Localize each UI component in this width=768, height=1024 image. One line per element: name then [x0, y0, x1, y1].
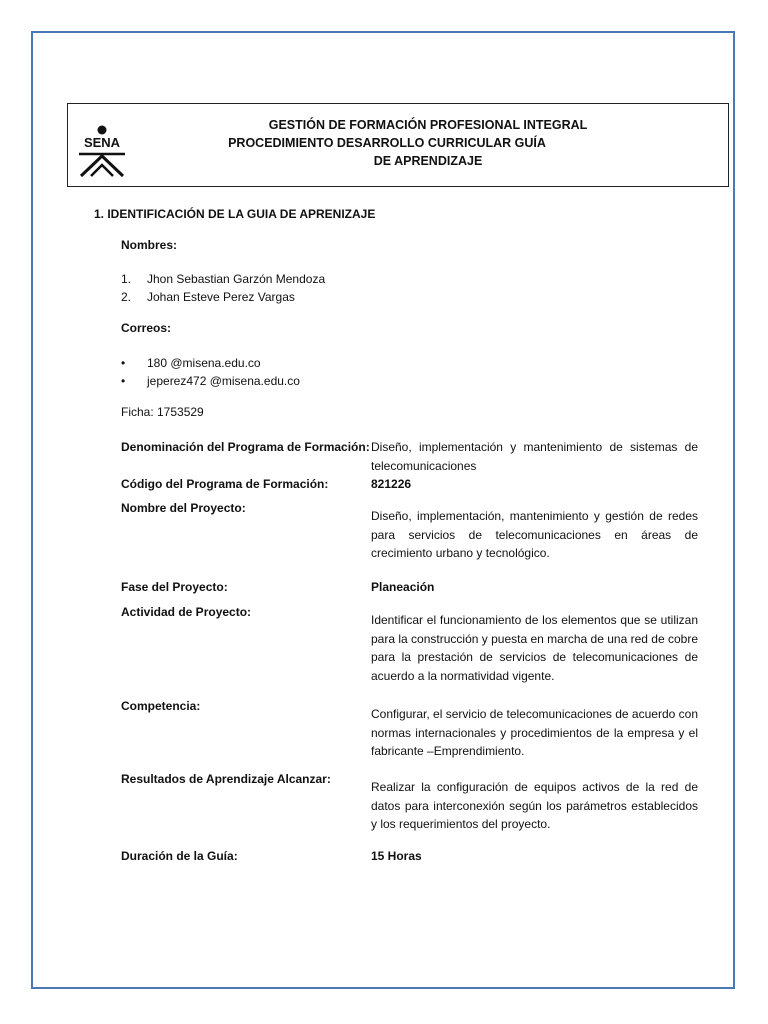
correos-label: Correos:	[121, 321, 172, 335]
list-item	[121, 288, 325, 306]
field-label: Nombre del Proyecto:	[121, 501, 246, 515]
nombres-label: Nombres:	[121, 238, 178, 252]
correos-list	[121, 354, 300, 390]
header-line-2: PROCEDIMIENTO DESARROLLO CURRICULAR GUÍA	[228, 136, 546, 150]
list-item	[121, 270, 325, 288]
header-line-1: GESTIÓN DE FORMACIÓN PROFESIONAL INTEGRAL	[268, 118, 588, 132]
field-label: Resultados de Aprendizaje Alcanzar:	[121, 772, 331, 786]
ficha: Ficha: 1753529	[121, 405, 204, 419]
field-value: Diseño, implementación y mantenimiento de sistemas de telecomunicaciones	[371, 440, 698, 473]
nombres-list	[121, 270, 325, 306]
student-name: Jhon Sebastian Garzón Mendoza	[147, 272, 326, 286]
bullet-icon: •	[121, 356, 126, 370]
section-title: 1. IDENTIFICACIÓN DE LA GUIA DE APRENIZAJE	[94, 207, 376, 221]
field-value: Identificar el funcionamiento de los elementos que se utilizan para la construcción y puesta en marcha de una red de cobre para la prestación de servicios de telecomunicaciones de acuerdo a la normatividad vigente.	[371, 613, 698, 683]
field-value: Planeación	[371, 580, 435, 594]
email: jeperez472 @misena.edu.co	[147, 374, 300, 388]
field-label: Código del Programa de Formación:	[121, 477, 329, 491]
field-value: 821226	[371, 477, 412, 491]
document-header	[67, 103, 729, 187]
field-value: 15 Horas	[371, 849, 422, 863]
field-value: Diseño, implementación, mantenimiento y gestión de redes para servicios de telecomunicaciones en áreas de crecimiento urbano y tecnológico.	[371, 509, 698, 560]
header-title	[68, 116, 728, 170]
list-item	[121, 354, 300, 372]
field-label: Competencia:	[121, 699, 201, 713]
student-name: Johan Esteve Perez Vargas	[147, 290, 295, 304]
field-label: Fase del Proyecto:	[121, 580, 228, 594]
field-label: Duración de la Guía:	[121, 849, 238, 863]
field-label: Denominación del Programa de Formación:	[121, 440, 370, 454]
field-value: Configurar, el servicio de telecomunicaciones de acuerdo con normas internacionales y procedimientos de la empresa y el fabricante –Emprendimiento.	[371, 707, 698, 758]
list-number: 2.	[121, 290, 132, 304]
list-number: 1.	[121, 272, 132, 286]
bullet-icon: •	[121, 374, 126, 388]
header-line-3: DE APRENDIZAJE	[373, 154, 483, 168]
logo-text: SENA	[83, 135, 121, 150]
email: 180 @misena.edu.co	[147, 356, 261, 370]
field-label: Actividad de Proyecto:	[121, 605, 252, 619]
list-item	[121, 372, 300, 390]
field-value: Realizar la configuración de equipos activos de la red de datos para interconexión según los parámetros establecidos y los requerimientos del proyecto.	[371, 780, 698, 831]
